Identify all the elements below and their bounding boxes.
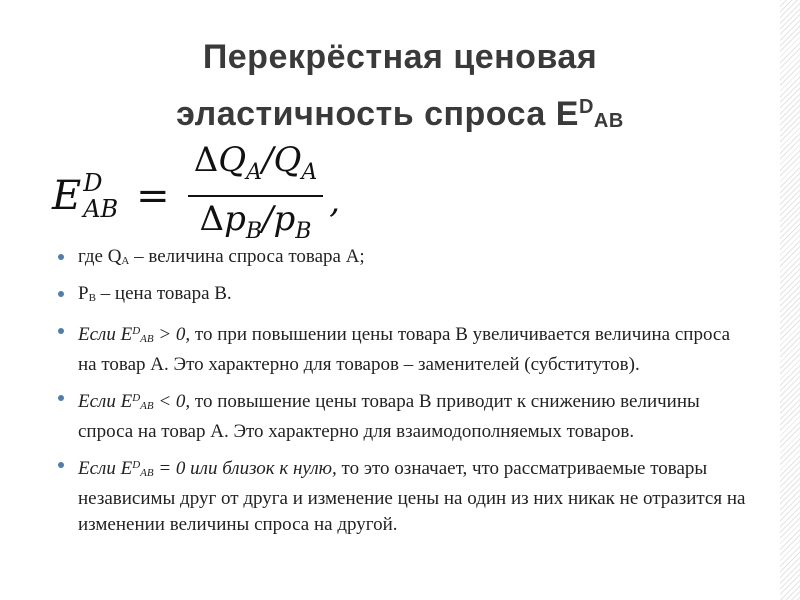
formula-fraction xyxy=(188,138,324,254)
bullet-dot-icon xyxy=(58,395,64,401)
formula-lhs-scripts xyxy=(83,170,118,222)
formula-lhs-base: E xyxy=(52,172,82,219)
bullet-dot-icon xyxy=(58,462,64,468)
elasticity-formula xyxy=(52,138,340,254)
title-line-2-text: эластичность спроса E xyxy=(176,95,579,133)
formula-equals: = xyxy=(136,172,170,219)
bullet-dot-icon xyxy=(58,291,64,297)
formula-lhs-sup: D xyxy=(83,168,103,197)
title-sub: AB xyxy=(593,110,624,132)
slide-title xyxy=(40,32,760,146)
decorative-stripes xyxy=(780,0,800,600)
formula-lhs xyxy=(52,170,118,222)
title-sup: D xyxy=(578,96,594,118)
title-line-1: Перекрёстная ценовая xyxy=(202,38,598,76)
bullet-list xyxy=(56,244,746,545)
title-line-2 xyxy=(40,82,760,146)
bullet-item-positive: Если $E^D_{AB} > 0$, то при повышении цены товара B увеличивается величина спроса на товар A. Это характерно для товаров – заменителей (субститутов). xyxy=(56,318,746,378)
bullet-dot-icon xyxy=(58,254,64,260)
bullet-item-negative: Если $E^D_{AB} < 0$, то повышение цены товара B приводит к снижению величины спроса на товар A. Это характерно для взаимодополняемых товаров. xyxy=(56,385,746,445)
bullet-dot-icon xyxy=(58,328,64,334)
formula-comma: , xyxy=(329,180,341,221)
bullet-item-qa: где $Q_A$ – величина спроса товара A; xyxy=(56,244,746,274)
formula-lhs-sub: AB xyxy=(83,194,119,223)
bullet-item-pb: $P_B$ – цена товара B. xyxy=(56,281,746,311)
formula-numerator: $\Delta Q_A/Q_A$ xyxy=(193,140,318,185)
bullet-item-zero: Если $E^D_{AB} = 0$ или близок к нулю, то это означает, что рассматриваемые товары независимы друг от друга и изменение цены на один из них никак не отразится на изменении величины спроса на другой. xyxy=(56,452,746,538)
formula-denominator: $\Delta p_B/p_B$ xyxy=(199,198,312,244)
